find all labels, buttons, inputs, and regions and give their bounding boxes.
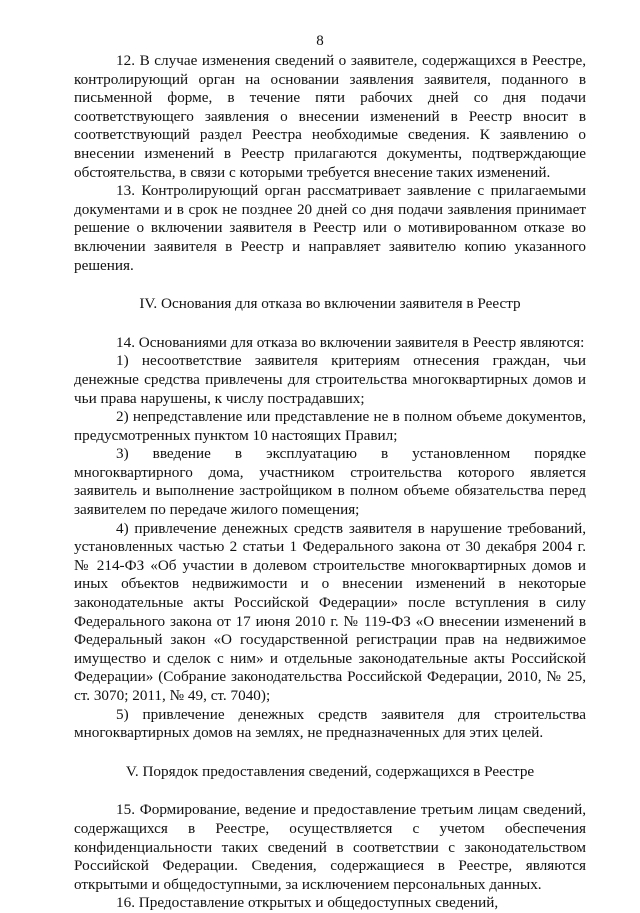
paragraph-14-item-5: 5) привлечение денежных средств заявителя для строительства многоквартирных домов на землях, не предназначенных для этих целей. — [74, 705, 586, 742]
paragraph-16: 16. Предоставление открытых и общедоступных сведений, — [116, 894, 499, 912]
paragraph-14-item-3: 3) введение в эксплуатацию в установленном порядке многоквартирного дома, участником строительства которого является заявитель и выполнение застройщиком в полном объеме обязательства перед заявителем по передаче жилого помещения; — [74, 445, 586, 519]
section-5-heading: V. Порядок предоставления сведений, содержащихся в Реестре — [125, 762, 535, 780]
paragraph-14-item-1: 1) несоответствие заявителя критериям отнесения граждан, чьи денежные средства привлечены для строительства многоквартирных домов и чьи права нарушены, к числу пострадавших; — [74, 352, 586, 407]
section-4-heading: IV. Основания для отказа во включении заявителя в Реестр — [139, 295, 521, 313]
page-number: 8 — [316, 33, 324, 49]
paragraph-15: 15. Формирование, ведение и предоставление третьим лицам сведений, содержащихся в Реестре, осуществляется с учетом обеспечения конфиденциальности таких сведений в соответствии с законодательством Российской Федерации. Сведения, содержащиеся в Реестре, являются открытыми и общедоступными, за исключением персональных данных. — [74, 801, 586, 893]
paragraph-14: 14. Основаниями для отказа во включении заявителя в Реестр являются: — [116, 333, 585, 351]
paragraph-14-item-2: 2) непредставление или представление не в полном объеме документов, предусмотренных пунктом 10 настоящих Правил; — [74, 408, 586, 444]
paragraph-12: 12. В случае изменения сведений о заявителе, содержащихся в Реестре, контролирующий орган на основании заявления заявителя, поданного в письменной форме, в течение пяти рабочих дней со дня подачи соответствующего заявления о внесении изменений в Реестр вносит в соответствующий раздел Реестра необходимые сведения. К заявлению о внесении изменений в Реестр прилагаются документы, подтверждающие обстоятельства, в связи с которыми требуется внесение таких изменений. — [74, 52, 586, 181]
document-body — [74, 52, 586, 913]
paragraph-14-item-4: 4) привлечение денежных средств заявителя в нарушение требований, установленных частью 2 статьи 1 Федерального закона от 30 декабря 2004 г. № 214-ФЗ «Об участии в долевом строительстве многоквартирных домов и иных объектов недвижимости и о внесении изменений в некоторые законодательные акты Российской Федерации» после вступления в силу Федерального закона от 17 июня 2010 г. № 119-ФЗ «О внесении изменений в Федеральный закон «О государственной регистрации прав на недвижимое имущество и сделок с ним» и отдельные законодательные акты Российской Федерации» (Собрание законодательства Российской Федерации, 2010, № 25, ст. 3070; 2011, № 49, ст. 7040); — [74, 519, 586, 704]
paragraph-13: 13. Контролирующий орган рассматривает заявление с прилагаемыми документами и в срок не позднее 20 дней со дня подачи заявления принимает решение о включении заявителя в Реестр или о мотивированном отказе во включении заявителя в Реестр и направляет заявителю копию указанного решения. — [74, 182, 586, 274]
